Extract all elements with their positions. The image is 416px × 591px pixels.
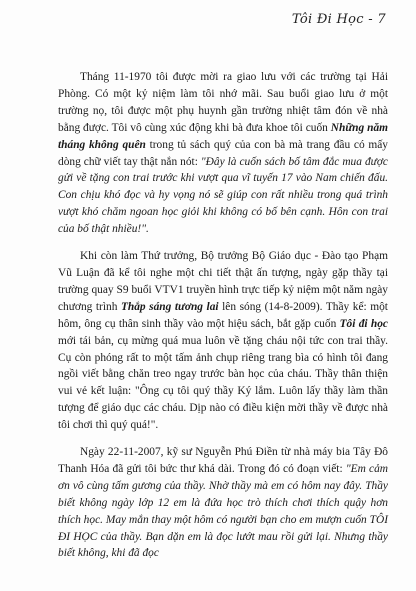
book-title: Tôi đi học <box>339 317 388 330</box>
paragraph-3 <box>58 444 388 562</box>
text-run: Khi còn làm Thứ trưởng, Bộ trưởng Bộ Giáo dục - Đào tạo Phạm Vũ Luận đã kể tôi nghe một chi tiết thật ấn tượng, ngày gặp thầy tại trường quay S9 buổi VTV1 truyền hình trực tiếp kỷ niệm một năm ngày chương trình <box>58 250 388 313</box>
paragraph-2 <box>58 248 388 434</box>
quote: "Em cảm ơn vô cùng tấm gương của thầy. Nhờ thầy mà em có hôm nay đây. Thầy biết không ngày lớp 12 em là đứa học trò thích chơi thích quậy hơn thích học. May mắn thay một hôm có người bạn cho em mượn cuốn TÔI ĐI HỌC của thầy. Bạn dặn em là đọc lướt mau rồi gửi lại. Nhưng thầy biết không, khi đã đọc <box>58 462 388 560</box>
paragraph-1 <box>58 69 388 238</box>
book-title: Những năm tháng không quên <box>58 121 389 151</box>
quote: "Đây là cuốn sách bố tâm đắc mua được gửi về tặng con trai trước khi vượt qua vĩ tuyến 17 vào Nam chiến đấu. Con chịu khó đọc và hy vọng nó sẽ giúp con rất nhiều trong quá trình vượt khó chăm ngoan học giỏi khi không có bố bên cạnh. Hôn con trai của bố thật nhiều!". <box>58 155 388 236</box>
text-run: mới tái bản, cụ mừng quá mua luôn về tặng cháu nội tức con trai thầy. Cụ còn phóng rất to một tấm ảnh chụp riêng trang bìa có hình tôi đang ngồi viết bằng chăn treo ngay trước bàn học của cháu. Thầy thân thiện vui vẻ kết luận: "Ông cụ tôi quý thầy Ký lắm. Luôn lấy thầy làm thần tượng để giáo dục các cháu. Dịp nào có điều kiện mời thầy về được nhà tôi chơi thì quý quá!". <box>58 334 388 432</box>
text-run: Tháng 11-1970 tôi được mời ra giao lưu với các trường tại Hải Phòng. Có một kỷ niệm làm tôi nhớ mãi. Sau buổi giao lưu ở một trường nọ, tôi được một phụ huynh gần trường nhiệt tâm đón về nhà bằng được. Tôi vô cùng xúc động khi bà đưa khoe tôi cuốn <box>58 71 388 134</box>
program-title: Thắp sáng tương lai <box>120 300 219 313</box>
page-body <box>58 69 388 566</box>
text-run: trong tủ sách quý của con bà mà trang đầu có mấy dòng chữ viết tay thật nắn nót: <box>58 138 388 168</box>
text-run: Ngày 22-11-2007, kỹ sư Nguyễn Phú Điền từ nhà máy bia Tây Đô Thanh Hóa đã gửi tôi bức thư khá dài. Trong đó có đoạn viết: <box>58 446 388 475</box>
text-run: lên sóng (14-8-2009). Thầy kể: một hôm, ông cụ thân sinh thầy vào một hiệu sách, bắt gặp cuốn <box>58 300 388 330</box>
running-header: Tôi Đi Học - 7 <box>291 12 386 27</box>
